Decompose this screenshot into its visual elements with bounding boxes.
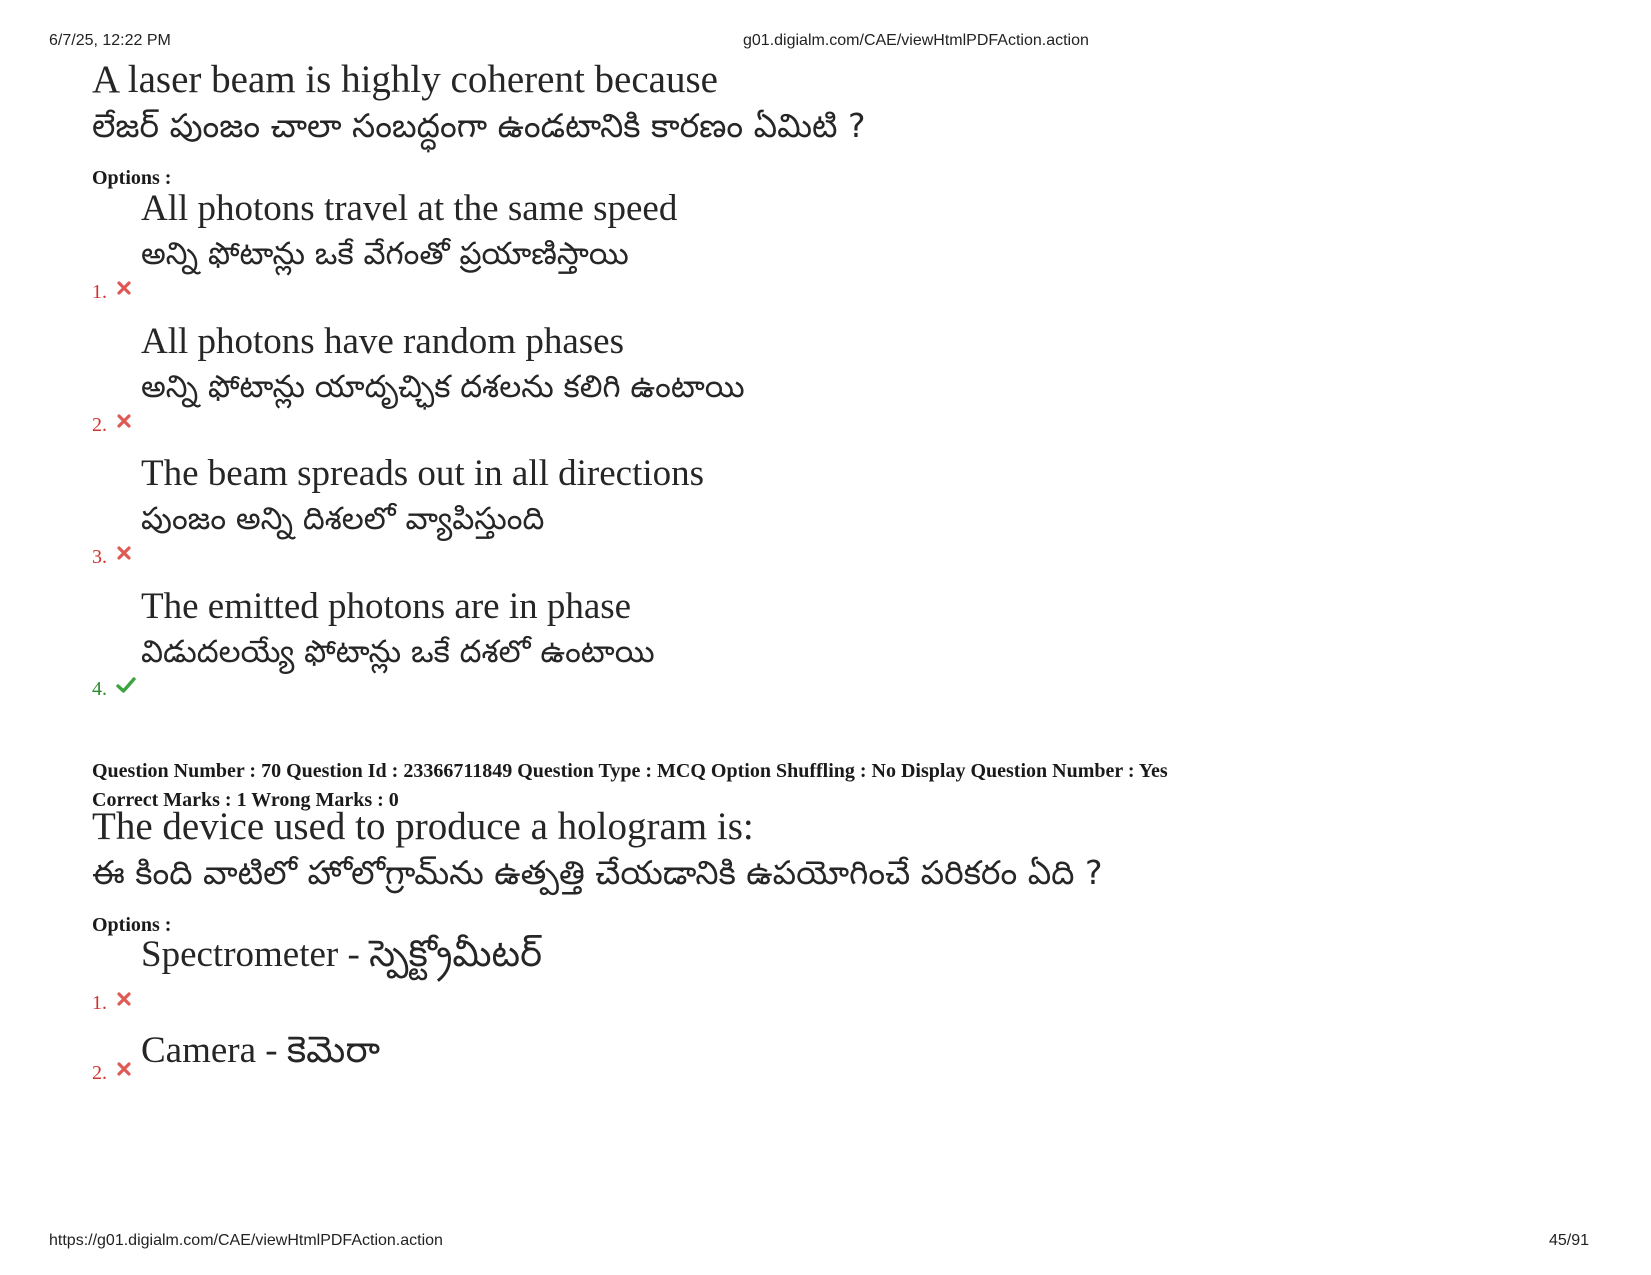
print-page-title: g01.digialm.com/CAE/viewHtmlPDFAction.action (743, 32, 1089, 49)
question-stem-en: A laser beam is highly coherent because (92, 58, 718, 101)
option-text-en: The emitted photons are in phase (141, 586, 632, 627)
check-icon (116, 676, 136, 694)
question-meta: Question Number : 70 Question Id : 23366711849 Question Type : MCQ Option Shuffling : No Display Question Number : Yes (92, 760, 1168, 782)
print-timestamp: 6/7/25, 12:22 PM (49, 32, 171, 49)
cross-icon (116, 413, 132, 429)
options-label: Options : (92, 167, 172, 189)
cross-icon (116, 545, 132, 561)
print-page-number: 45/91 (1548, 1232, 1589, 1249)
option-number: 4. (92, 678, 107, 700)
option-text-en: All photons have random phases (141, 321, 624, 362)
options-label: Options : (92, 914, 172, 936)
question-stem-te: లేజర్ పుంజం చాలా సంబద్ధంగా ఉండటానికి కారణం ఏమిటి ? (92, 106, 866, 145)
question-stem-en: The device used to produce a hologram is: (92, 805, 754, 848)
option-number: 1. (92, 281, 107, 303)
option-text-en: The beam spreads out in all directions (141, 453, 705, 494)
option-text-te: విడుదలయ్యే ఫోటాన్లు ఒకే దశలో ఉంటాయి (141, 634, 655, 670)
option-text: Spectrometer - స్పెక్ట్రోమీటర్ (141, 934, 543, 975)
option-text: Camera - కెమెరా (141, 1030, 380, 1071)
cross-icon (116, 991, 132, 1007)
option-number: 3. (92, 546, 107, 568)
question-marks: Correct Marks : 1 Wrong Marks : 0 (92, 789, 399, 811)
cross-icon (116, 280, 132, 296)
option-text-en: All photons travel at the same speed (141, 188, 678, 229)
print-footer-url[interactable]: https://g01.digialm.com/CAE/viewHtmlPDFAction.action (49, 1232, 443, 1249)
option-text-te: అన్ని ఫోటాన్లు యాదృచ్ఛిక దశలను కలిగి ఉంటాయి (141, 369, 745, 405)
option-number: 2. (92, 1062, 107, 1084)
option-text-te: పుంజం అన్ని దిశలలో వ్యాపిస్తుంది (141, 501, 545, 537)
option-number: 2. (92, 414, 107, 436)
option-number: 1. (92, 992, 107, 1014)
question-stem-te: ఈ కింది వాటిలో హోలోగ్రామ్‌ను ఉత్పత్తి చేయడానికి ఉపయోగించే పరికరం ఏది ? (92, 853, 1103, 892)
option-text-te: అన్ని ఫోటాన్లు ఒకే వేగంతో ప్రయాణిస్తాయి (141, 236, 629, 272)
cross-icon (116, 1061, 132, 1077)
